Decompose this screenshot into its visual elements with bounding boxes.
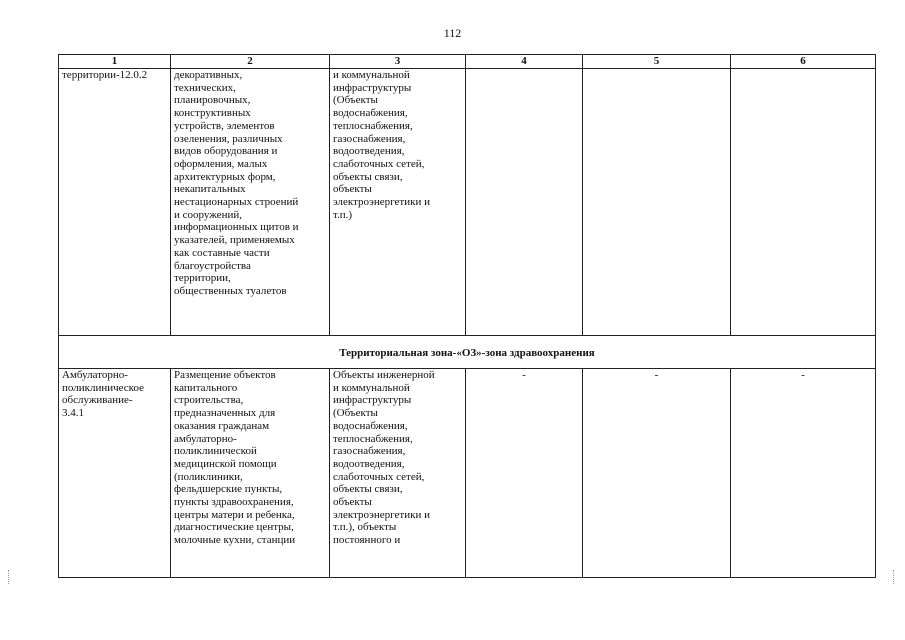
header-col-1: 1 [59,55,171,69]
header-col-6: 6 [731,55,876,69]
header-col-3: 3 [330,55,466,69]
column-5-cell: - [583,369,731,578]
column-6-cell [731,69,876,336]
auxiliary-objects-cell: Объекты инженерной и коммунальной инфраструктуры (Объекты водоснабжения, теплоснабжения, газоснабжения, водоотведения, слаботочных сетей, объекты связи, объекты электроэнергетики и т.п.), объекты постоянного и [330,369,466,578]
right-margin-mark [893,570,896,584]
use-type-cell: Амбулаторно- поликлиническое обслуживание- 3.4.1 [59,369,171,578]
page-number: 112 [443,26,462,40]
table-row [59,369,876,578]
column-4-cell: - [466,369,583,578]
auxiliary-objects-cell: и коммунальной инфраструктуры (Объекты водоснабжения, теплоснабжения, газоснабжения, водоотведения, слаботочных сетей, объекты связи, объекты электроэнергетики и т.п.) [330,69,466,336]
zone-title-row [59,336,876,369]
header-col-2: 2 [171,55,330,69]
use-description-cell: декоративных, технических, планировочных, конструктивных устройств, элементов озеленения, различных видов оборудования и оформления, малых архитектурных форм, некапитальных нестационарных строений и сооружений, информационных щитов и указателей, применяемых как составные части благоустройства территории, общественных туалетов [171,69,330,336]
column-6-cell: - [731,369,876,578]
left-margin-mark [8,570,11,584]
table-row [59,69,876,336]
use-description-cell: Размещение объектов капитального строительства, предназначенных для оказания гражданам амбулаторно- поликлинической медицинской помощи (поликлиники, фельдшерские пункты, пункты здравоохранения, центры матери и ребенка, диагностические центры, молочные кухни, станции [171,369,330,578]
header-col-4: 4 [466,55,583,69]
header-row [59,55,876,69]
column-5-cell [583,69,731,336]
regulations-table [58,54,876,578]
column-4-cell [466,69,583,336]
use-type-cell: территории-12.0.2 [59,69,171,336]
zone-title: Территориальная зона-«ОЗ»-зона здравоохранения [59,336,876,369]
header-col-5: 5 [583,55,731,69]
